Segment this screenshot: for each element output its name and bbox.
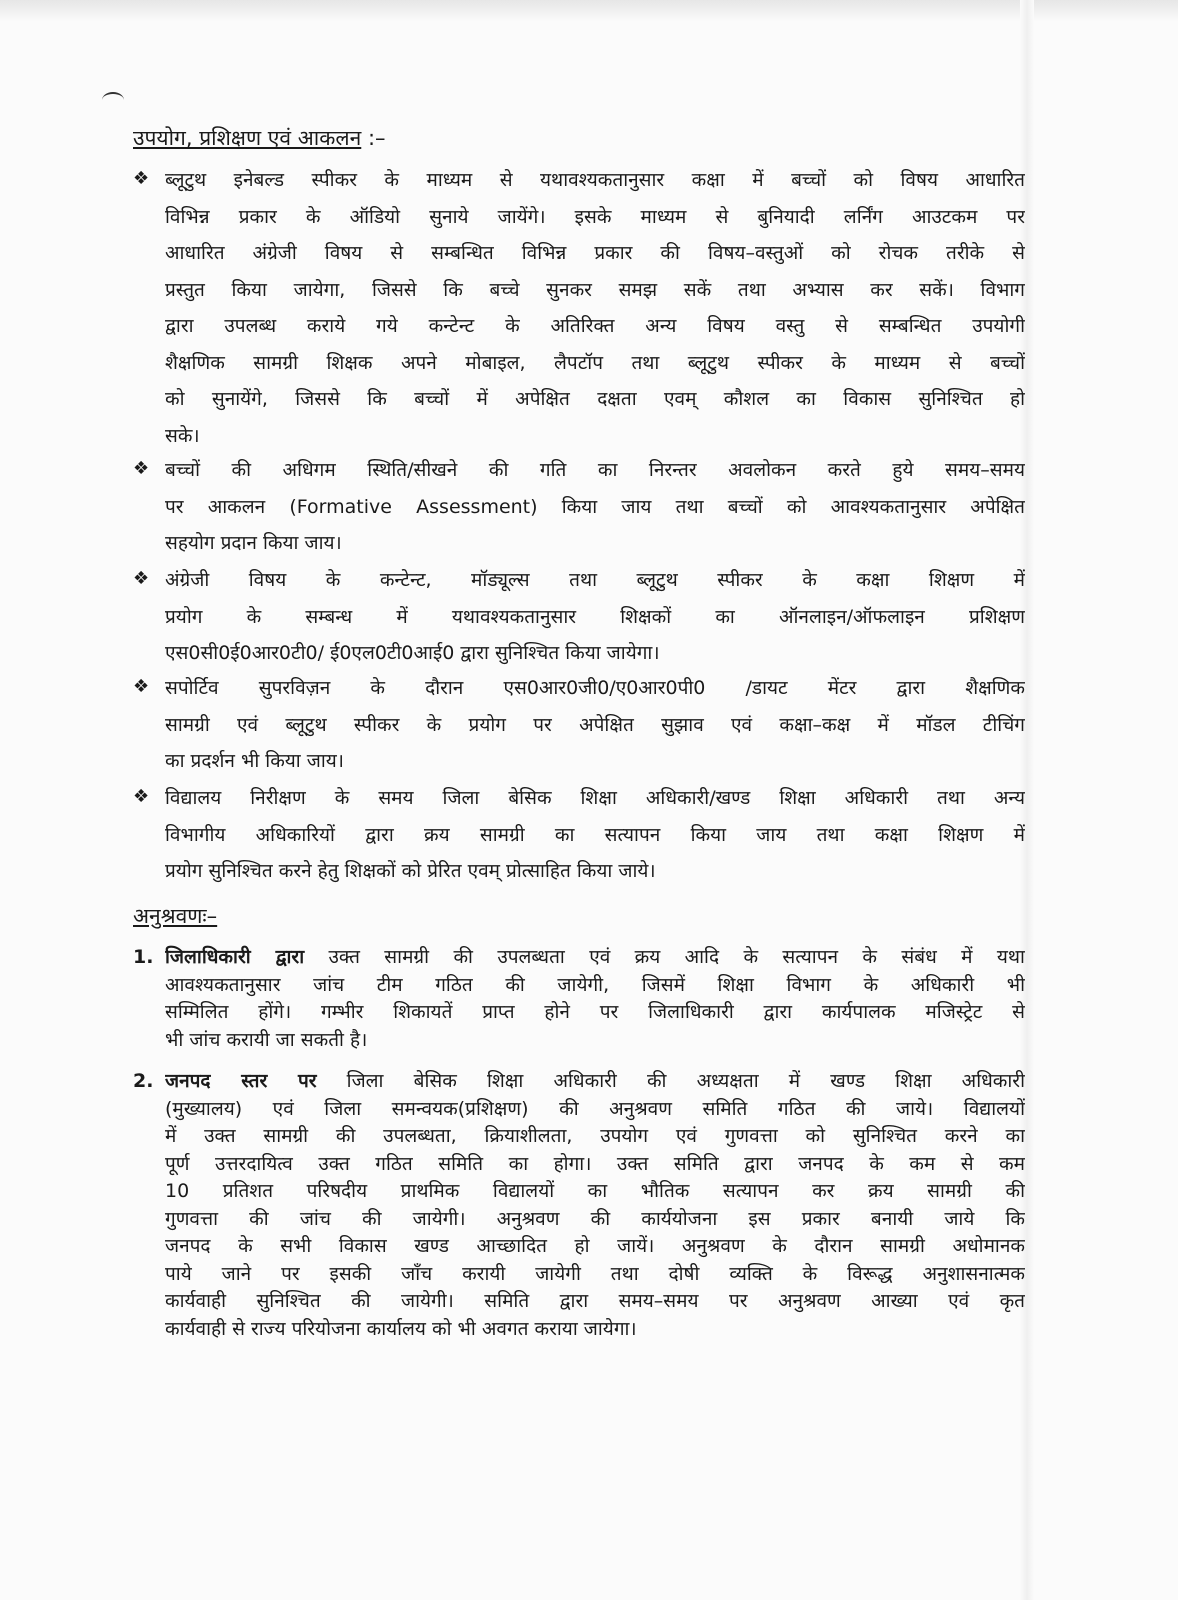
bullet-diamond-icon: ❖ xyxy=(133,568,150,589)
item-text xyxy=(165,944,1025,1054)
heading-text: अनुश्रवणः– xyxy=(133,904,218,928)
item-text xyxy=(165,1068,1025,1343)
bullet-diamond-icon: ❖ xyxy=(133,458,150,479)
text-line: (मुख्यालय) एवं जिला समन्वयक(प्रशिक्षण) की अनुश्रवण समिति गठित की जाये। विद्यालयों xyxy=(165,1097,1025,1120)
text-line xyxy=(165,944,1025,972)
item-lead: जनपद स्तर पर xyxy=(165,1070,317,1092)
item-number: 2. xyxy=(133,1070,154,1092)
text-line: कार्यवाही से राज्य परियोजना कार्यालय को भी अवगत कराया जायेगा। xyxy=(165,1317,637,1340)
item-first-line-rest: उक्त सामग्री की उपलब्धता एवं क्रय आदि के सत्यापन के संबंध में यथा xyxy=(304,946,1025,968)
bullet-item xyxy=(133,452,1025,562)
bullet-text xyxy=(165,162,1025,454)
text-line: पाये जाने पर इसकी जाँच करायी जायेगी तथा दोषी व्यक्ति के विरूद्ध अनुशासनात्मक xyxy=(165,1262,1025,1285)
text-line: विद्यालय निरीक्षण के समय जिला बेसिक शिक्षा अधिकारी/खण्ड शिक्षा अधिकारी तथा अन्य xyxy=(165,787,1025,809)
item-number: 1. xyxy=(133,946,154,968)
text-line: पर आकलन (Formative Assessment) किया जाय तथा बच्चों को आवश्यकतानुसार अपेक्षित xyxy=(165,495,1025,518)
text-line: प्रयोग के सम्बन्ध में यथावश्यकतानुसार शिक्षकों का ऑनलाइन/ऑफलाइन प्रशिक्षण xyxy=(165,605,1025,628)
text-line: पूर्ण उत्तरदायित्व उक्त गठित समिति का होगा। उक्त समिति द्वारा जनपद के कम से कम xyxy=(165,1152,1025,1175)
bullet-item xyxy=(133,670,1025,780)
bullet-diamond-icon: ❖ xyxy=(133,168,150,189)
heading-text: उपयोग, प्रशिक्षण एवं आकलन xyxy=(133,126,362,150)
text-line: सके। xyxy=(165,424,200,447)
text-line: आवश्यकतानुसार जांच टीम गठित की जायेगी, जिसमें शिक्षा विभाग के अधिकारी भी xyxy=(165,973,1025,996)
text-line: आधारित अंग्रेजी विषय से सम्बन्धित विभिन्न प्रकार की विषय–वस्तुओं को रोचक तरीके से xyxy=(165,242,1025,264)
bullet-diamond-icon: ❖ xyxy=(133,786,150,807)
text-line: विभिन्न प्रकार के ऑडियो सुनाये जायेंगे। इसके माध्यम से बुनियादी लर्निंग आउटकम पर xyxy=(165,205,1025,228)
text-line: द्वारा उपलब्ध कराये गये कन्टेन्ट के अतिरिक्त अन्य विषय वस्तु से सम्बन्धित उपयोगी xyxy=(165,315,1025,337)
text-line: शैक्षणिक सामग्री शिक्षक अपने मोबाइल, लैपटॉप तथा ब्लूटुथ स्पीकर के माध्यम से बच्चों xyxy=(165,351,1025,374)
text-line: विभागीय अधिकारियों द्वारा क्रय सामग्री का सत्यापन किया जाय तथा कक्षा शिक्षण में xyxy=(165,823,1025,846)
text-line: प्रस्तुत किया जायेगा, जिससे कि बच्चे सुनकर समझ सकें तथा अभ्यास कर सकें। विभाग xyxy=(165,278,1025,301)
scan-top-edge xyxy=(0,0,1178,22)
text-line: एस0सी0ई0आर0टी0/ ई0एल0टी0आई0 द्वारा सुनिश्चित किया जायेगा। xyxy=(165,642,660,664)
bullet-diamond-icon: ❖ xyxy=(133,676,150,697)
item-first-line-rest: जिला बेसिक शिक्षा अधिकारी की अध्यक्षता में खण्ड शिक्षा अधिकारी xyxy=(316,1070,1025,1092)
section-heading-monitoring xyxy=(133,902,217,930)
text-line: अंग्रेजी विषय के कन्टेन्ट, मॉड्यूल्स तथा ब्लूटुथ स्पीकर के कक्षा शिक्षण में xyxy=(165,569,1025,591)
text-line: कार्यवाही सुनिश्चित की जायेगी। समिति द्वारा समय–समय पर अनुश्रवण आख्या एवं कृत xyxy=(165,1290,1025,1312)
item-lead: जिलाधिकारी द्वारा xyxy=(165,946,305,968)
bullet-item xyxy=(133,780,1025,890)
text-line xyxy=(165,1068,1025,1096)
numbered-item xyxy=(133,1068,1025,1343)
bullet-item xyxy=(133,562,1025,672)
section-heading-usage-training xyxy=(133,124,386,152)
bullet-text xyxy=(165,670,1025,780)
scan-mark xyxy=(102,92,124,108)
text-line: का प्रदर्शन भी किया जाय। xyxy=(165,750,345,772)
bullet-item xyxy=(133,162,1025,454)
heading-suffix: :– xyxy=(361,126,386,150)
text-line: सहयोग प्रदान किया जाय। xyxy=(165,532,342,554)
bullet-text xyxy=(165,562,1025,672)
text-line: सामग्री एवं ब्लूटुथ स्पीकर के प्रयोग पर अपेक्षित सुझाव एवं कक्षा–कक्ष में मॉडल टीचिंग xyxy=(165,713,1025,736)
text-line: 10 प्रतिशत परिषदीय प्राथमिक विद्यालयों का भौतिक सत्यापन कर क्रय सामग्री की xyxy=(165,1180,1025,1202)
text-line: सम्मिलित होंगे। गम्भीर शिकायतें प्राप्त होने पर जिलाधिकारी द्वारा कार्यपालक मजिस्ट्रेट से xyxy=(165,1001,1025,1023)
text-line: प्रयोग सुनिश्चित करने हेतु शिक्षकों को प्रेरित एवम् प्रोत्साहित किया जाये। xyxy=(165,860,656,882)
text-line: भी जांच करायी जा सकती है। xyxy=(165,1028,368,1051)
text-line: सपोर्टिव सुपरविज़न के दौरान एस0आर0जी0/ए0आर0पी0 /डायट मेंटर द्वारा शैक्षणिक xyxy=(165,677,1025,699)
text-line: को सुनायेंगे, जिससे कि बच्चों में अपेक्षित दक्षता एवम् कौशल का विकास सुनिश्चित हो xyxy=(165,388,1025,410)
text-line: जनपद के सभी विकास खण्ड आच्छादित हो जायें। अनुश्रवण के दौरान सामग्री अधोमानक xyxy=(165,1235,1025,1257)
bullet-text xyxy=(165,780,1025,890)
text-line: बच्चों की अधिगम स्थिति/सीखने की गति का निरन्तर अवलोकन करते हुये समय–समय xyxy=(165,459,1025,481)
text-line: ब्लूटुथ इनेबल्ड स्पीकर के माध्यम से यथावश्यकतानुसार कक्षा में बच्चों को विषय आधारित xyxy=(165,169,1025,191)
text-line: में उक्त सामग्री की उपलब्धता, क्रियाशीलता, उपयोग एवं गुणवत्ता को सुनिश्चित करने का xyxy=(165,1125,1025,1147)
numbered-item xyxy=(133,944,1025,1054)
bullet-text xyxy=(165,452,1025,562)
text-line: गुणवत्ता की जांच की जायेगी। अनुश्रवण की कार्ययोजना इस प्रकार बनायी जाये कि xyxy=(165,1207,1025,1230)
